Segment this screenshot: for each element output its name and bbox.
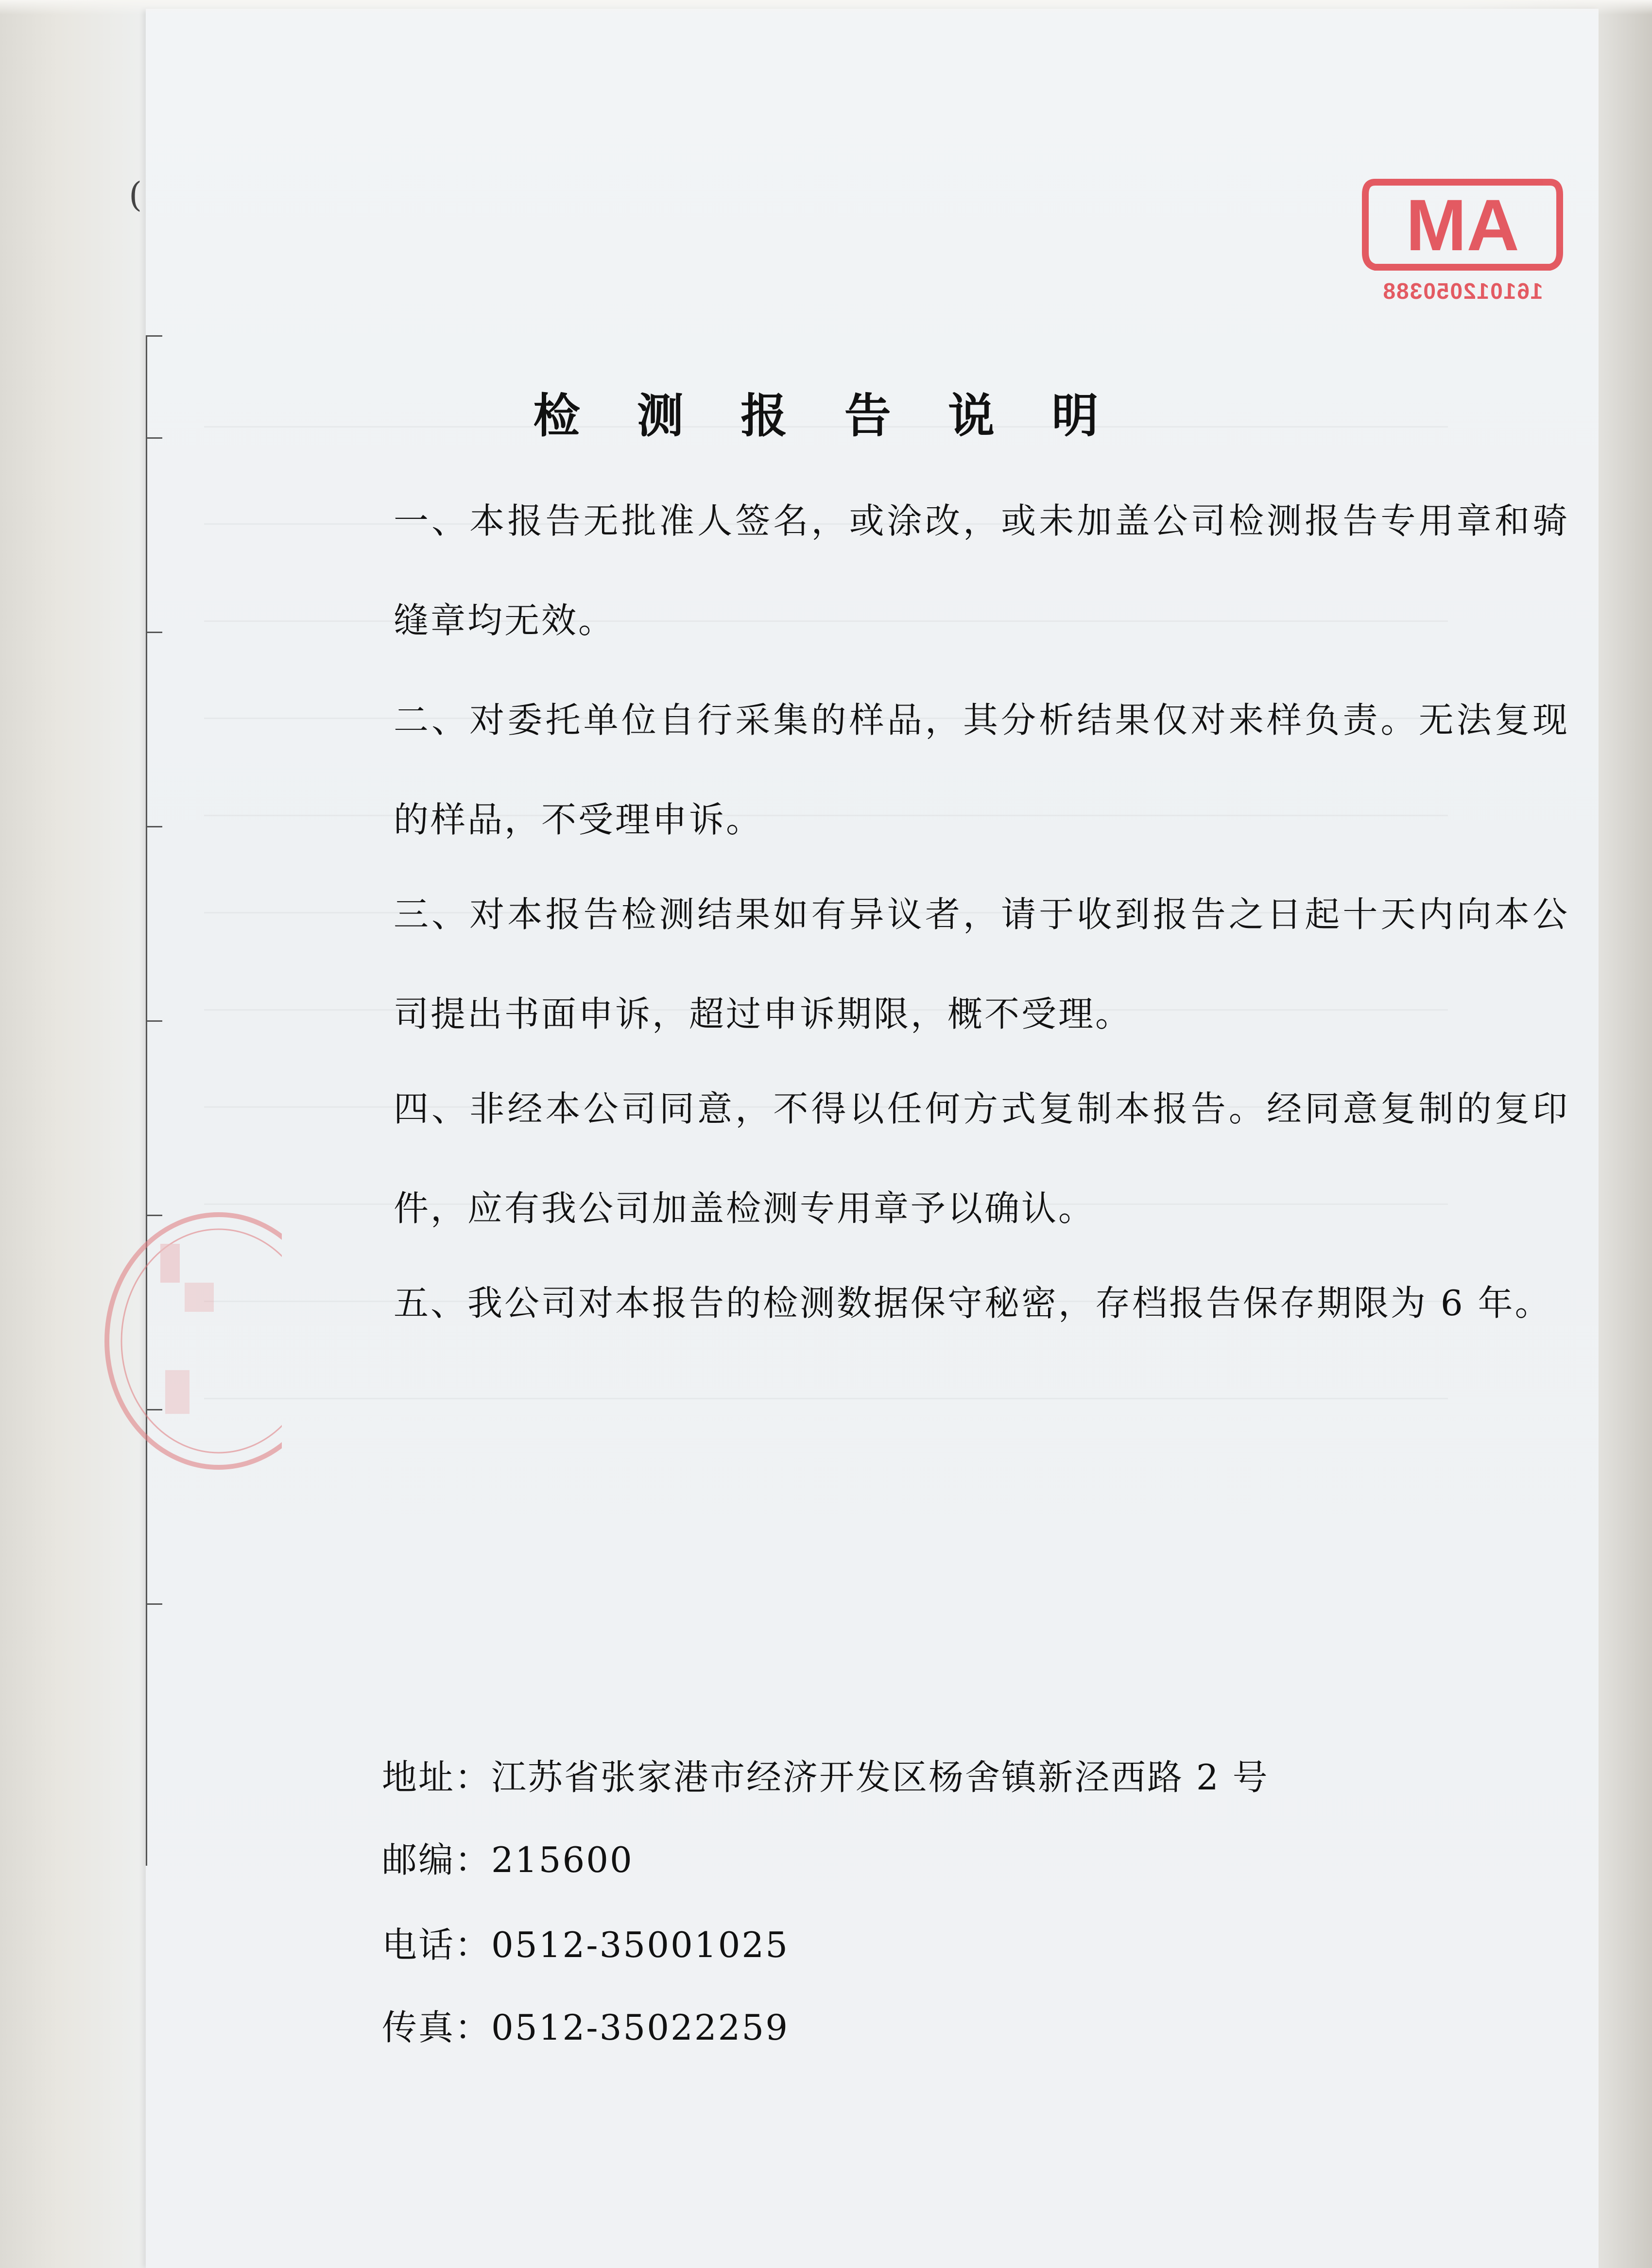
- binding-tick: [146, 335, 162, 337]
- postcode-value: 215600: [491, 1839, 634, 1880]
- page-top-edge: [0, 0, 1652, 15]
- clause-3: 三、对本报告检测结果如有异议者，请于收到报告之日起十天内向本公司提出书面申诉，超过申诉期限，概不受理。: [394, 894, 1569, 1034]
- phone-label: 电话：: [382, 1924, 492, 1965]
- address-value: 江苏省张家港市经济开发区杨舍镇新泾西路 2 号: [491, 1757, 1269, 1798]
- cma-stamp-number: 161012050388: [1382, 278, 1543, 304]
- clause-2: 二、对委托单位自行采集的样品，其分析结果仅对来样负责。无法复现的样品，不受理申诉。: [394, 700, 1569, 840]
- fax-value: 0512-35022259: [491, 2007, 790, 2048]
- address-label: 地址：: [382, 1757, 492, 1798]
- cma-stamp-letters: AM: [1406, 184, 1519, 266]
- clause-1: 一、本报告无批准人签名，或涂改，或未加盖公司检测报告专用章和骑缝章均无效。: [394, 500, 1569, 641]
- binding-tick: [146, 632, 162, 633]
- address-line: [382, 1749, 1269, 1800]
- clause-5: 五、我公司对本报告的检测数据保守秘密，存档报告保存期限为 6 年。: [394, 1283, 1552, 1323]
- fax-line: [382, 1999, 789, 2050]
- left-bracket-mark: (: [129, 175, 142, 215]
- clause-4: 四、非经本公司同意，不得以任何方式复制本报告。经同意复制的复印件，应有我公司加盖检测专用章予以确认。: [394, 1088, 1569, 1229]
- binding-tick: [146, 1020, 162, 1022]
- binding-tick: [146, 1603, 162, 1605]
- phone-line: [382, 1917, 789, 1967]
- fax-label: 传真：: [382, 2007, 492, 2048]
- document-title: 检 测 报 告 说 明: [533, 388, 1119, 443]
- postcode-line: [382, 1832, 634, 1882]
- riding-seal-icon: [87, 1186, 282, 1496]
- cma-stamp-icon: [1356, 168, 1569, 309]
- binding-margin-line: [146, 335, 147, 1866]
- phone-value: 0512-35001025: [491, 1924, 790, 1965]
- postcode-label: 邮编：: [382, 1839, 492, 1880]
- binding-tick: [146, 826, 162, 827]
